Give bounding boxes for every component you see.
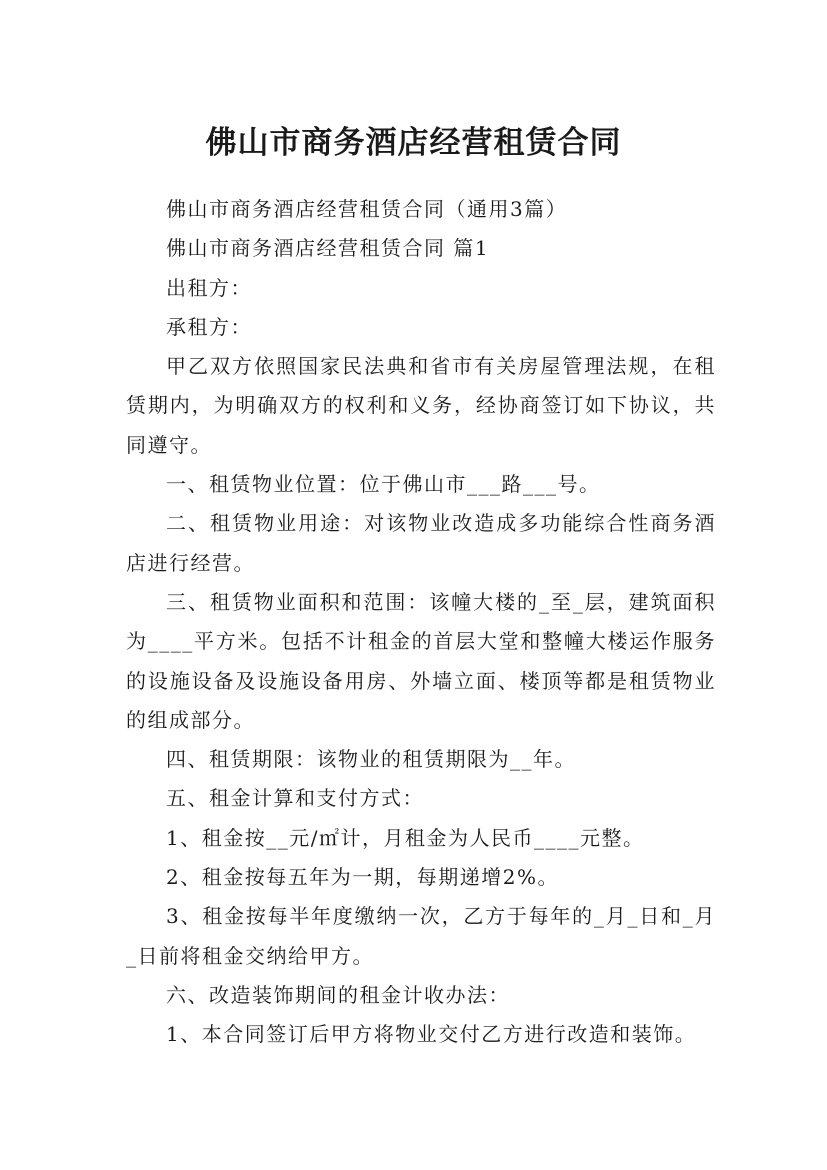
paragraph-renovation-1: 1、本合同签订后甲方将物业交付乙方进行改造和装饰。 <box>166 1022 697 1047</box>
paragraph-usage: 二、租赁物业用途：对该物业改造成多功能综合性商务酒店进行经营。 <box>126 511 716 575</box>
paragraph-lessor: 出租方： <box>166 275 252 300</box>
document-title: 佛山市商务酒店经营租赁合同 <box>205 124 622 161</box>
paragraph-heading-general: 佛山市商务酒店经营租赁合同（通用3篇） <box>166 197 568 221</box>
paragraph-rent-1: 1、租金按__元/㎡计，月租金为人民币____元整。 <box>166 825 645 850</box>
paragraph-lessee: 承租方： <box>166 314 252 339</box>
paragraph-preamble: 甲乙双方依照国家民法典和省市有关房屋管理法规，在租赁期内，为明确双方的权利和义务，经协商签订如下协议，共同遵守。 <box>126 354 716 457</box>
paragraph-location: 一、租赁物业位置：位于佛山市___路___号。 <box>166 472 601 497</box>
paragraph-rent-3: 3、租金按每半年度缴纳一次，乙方于每年的_月_日和_月_日前将租金交纳给甲方。 <box>126 904 716 968</box>
paragraph-term: 四、租赁期限：该物业的租赁期限为__年。 <box>166 747 576 772</box>
paragraph-area: 三、租赁物业面积和范围：该幢大楼的_至_层，建筑面积为____平方米。包括不计租金的首层大堂和整幢大楼运作服务的设施设备及设施设备用房、外墙立面、楼顶等都是租赁物业的组成部分。 <box>126 589 716 732</box>
paragraph-heading-part1: 佛山市商务酒店经营租赁合同 篇1 <box>166 236 490 261</box>
paragraph-rent-2: 2、租金按每五年为一期，每期递增2%。 <box>166 865 559 890</box>
document-body <box>126 190 716 1055</box>
paragraph-rent-heading: 五、租金计算和支付方式： <box>166 786 424 811</box>
paragraph-renovation-heading: 六、改造装饰期间的租金计收办法： <box>166 982 510 1007</box>
